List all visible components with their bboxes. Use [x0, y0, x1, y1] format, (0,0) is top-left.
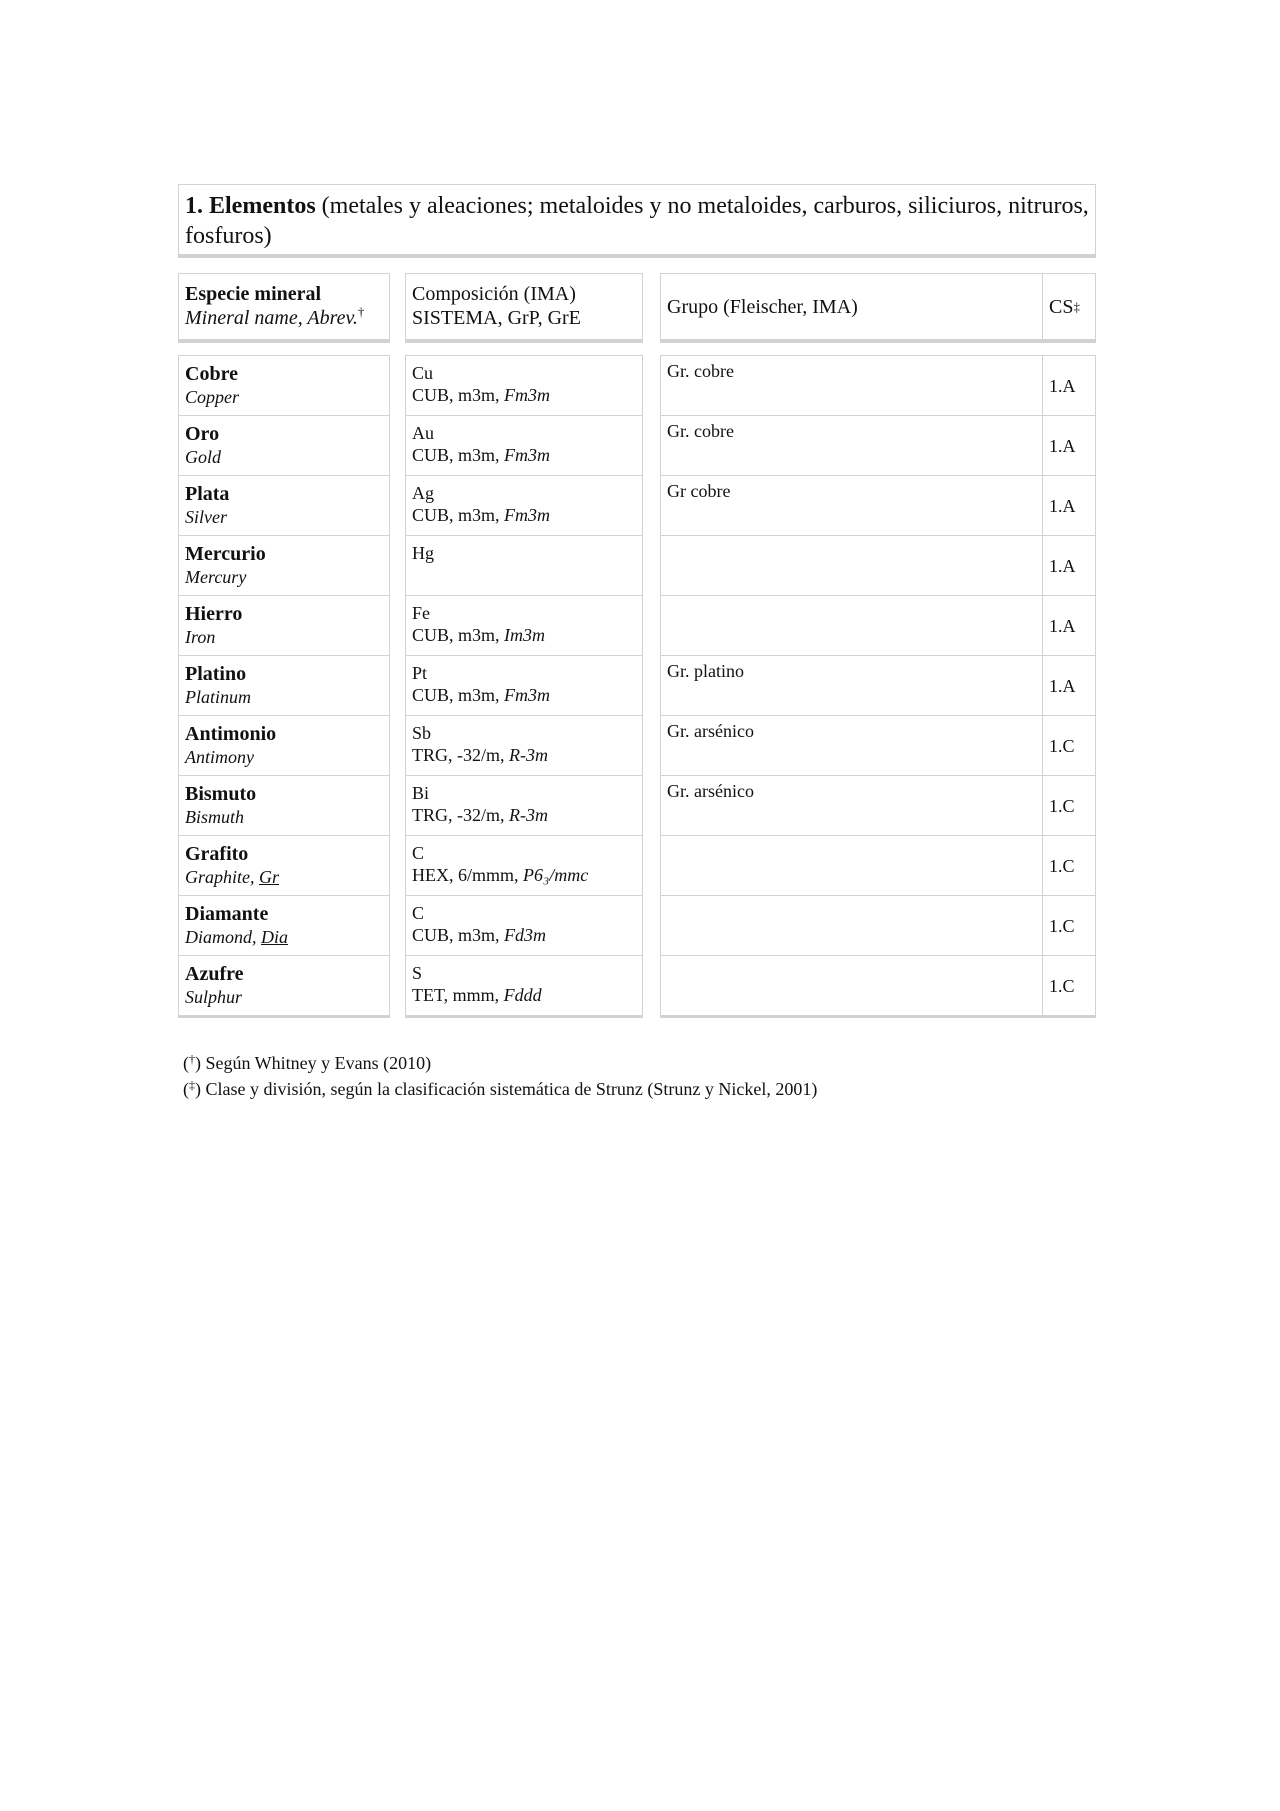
mineral-name-cell: [178, 415, 390, 476]
table-row: [0, 775, 1280, 835]
header-col2-line2: SISTEMA, GrP, GrE: [412, 307, 581, 329]
mineral-group: Gr. cobre: [667, 421, 734, 441]
chemical-formula: Sb: [412, 723, 432, 743]
cs-cell: [1042, 895, 1096, 956]
mineral-name: Azufre: [185, 963, 244, 985]
system-text: TRG, -32/m,: [412, 805, 509, 825]
mineral-name-cell: [178, 655, 390, 716]
footnote-1-mark: †: [189, 1052, 195, 1066]
table-row: [0, 895, 1280, 955]
section-subtitle: (metales y aleaciones; metaloides y no metaloides, carburos, siliciuros, nitruros, fosfuros): [185, 193, 1089, 249]
footnote-2: [183, 1076, 817, 1102]
mineral-name: Antimonio: [185, 723, 277, 745]
section-title: [178, 184, 1096, 258]
strunz-class: 1.A: [1049, 556, 1076, 576]
composition-cell: [405, 715, 643, 776]
strunz-class: 1.C: [1049, 916, 1075, 936]
strunz-class: 1.C: [1049, 736, 1075, 756]
chemical-formula: Hg: [412, 543, 434, 563]
space-group: Fd3m: [504, 925, 547, 945]
chemical-formula: Fe: [412, 603, 430, 623]
mineral-name: Bismuto: [185, 783, 257, 805]
system-text: CUB, m3m,: [412, 505, 505, 525]
chemical-formula: C: [412, 903, 425, 923]
composition-cell: [405, 535, 643, 596]
mineral-english-name: [185, 506, 383, 528]
footnotes: [183, 1050, 817, 1102]
table-row: [0, 415, 1280, 475]
mineral-english-name: [185, 866, 383, 888]
table-row: [0, 955, 1280, 1015]
header-col1-line2: Mineral name, Abrev.: [185, 307, 358, 329]
cs-cell: [1042, 355, 1096, 416]
mineral-name: Grafito: [185, 843, 249, 865]
footnote-1: [183, 1050, 817, 1076]
header-col1-line1: Especie mineral: [185, 283, 322, 305]
table-row: [0, 595, 1280, 655]
cs-cell: [1042, 595, 1096, 656]
composition-cell: [405, 655, 643, 716]
crystal-system: [412, 444, 636, 466]
system-text: CUB, m3m,: [412, 445, 505, 465]
english-text: Graphite,: [185, 867, 259, 887]
strunz-class: 1.A: [1049, 376, 1076, 396]
chemical-formula: Cu: [412, 363, 434, 383]
header-col2-line1: Composición (IMA): [412, 283, 576, 305]
mineral-english-name: [185, 626, 383, 648]
cs-cell: [1042, 415, 1096, 476]
english-text: Iron: [185, 627, 216, 647]
english-text: Diamond,: [185, 927, 261, 947]
mineral-english-name: [185, 806, 383, 828]
mineral-name: Hierro: [185, 603, 243, 625]
mineral-english-name: [185, 926, 383, 948]
footnote-2-open: (: [183, 1079, 189, 1099]
strunz-class: 1.A: [1049, 436, 1076, 456]
mineral-group: Gr. platino: [667, 661, 744, 681]
strunz-class: 1.C: [1049, 976, 1075, 996]
crystal-system: [412, 984, 636, 1006]
space-group: Fddd: [503, 985, 542, 1005]
strunz-class: 1.A: [1049, 496, 1076, 516]
english-text: Platinum: [185, 687, 251, 707]
mineral-name-cell: [178, 595, 390, 656]
chemical-formula: Bi: [412, 783, 430, 803]
group-cell: [660, 595, 1043, 656]
footnote-1-open: (: [183, 1053, 189, 1073]
composition-cell: [405, 835, 643, 896]
mineral-name-cell: [178, 355, 390, 416]
composition-cell: [405, 955, 643, 1018]
english-text: Mercury: [185, 567, 247, 587]
mineral-name: Cobre: [185, 363, 238, 385]
crystal-system: [412, 744, 636, 766]
mineral-group: Gr cobre: [667, 481, 731, 501]
english-text: Sulphur: [185, 987, 243, 1007]
chemical-formula: Ag: [412, 483, 434, 503]
mineral-group: Gr. cobre: [667, 361, 734, 381]
table-row: [0, 715, 1280, 775]
cs-cell: [1042, 475, 1096, 536]
mineral-name-cell: [178, 955, 390, 1018]
crystal-system: [412, 624, 636, 646]
mineral-group: Gr. arsénico: [667, 781, 754, 801]
header-mineral-name: [178, 273, 390, 343]
table-row: [0, 535, 1280, 595]
composition-cell: [405, 355, 643, 416]
composition-cell: [405, 595, 643, 656]
cs-cell: [1042, 715, 1096, 776]
system-text: TRG, -32/m,: [412, 745, 509, 765]
mineral-name-cell: [178, 895, 390, 956]
crystal-system: [412, 864, 636, 886]
crystal-system: [412, 804, 636, 826]
crystal-system: [412, 384, 636, 406]
mineral-name: Mercurio: [185, 543, 266, 565]
space-group: R-3m: [509, 745, 548, 765]
chemical-formula: C: [412, 843, 425, 863]
header-composition: [405, 273, 643, 343]
mineral-name-cell: [178, 835, 390, 896]
english-text: Silver: [185, 507, 227, 527]
mineral-name: Oro: [185, 423, 220, 445]
space-group: Im3m: [504, 625, 546, 645]
chemical-formula: S: [412, 963, 423, 983]
mineral-english-name: [185, 386, 383, 408]
footnote-1-text: ) Según Whitney y Evans (2010): [195, 1053, 432, 1073]
mineral-english-name: [185, 986, 383, 1008]
mineral-abbreviation: Gr: [259, 867, 280, 887]
group-cell: [660, 355, 1043, 416]
section-number-title: 1. Elementos: [185, 193, 316, 219]
english-text: Gold: [185, 447, 221, 467]
chemical-formula: Au: [412, 423, 434, 443]
cs-cell: [1042, 835, 1096, 896]
space-group: Fm3m: [504, 445, 551, 465]
mineral-english-name: [185, 746, 383, 768]
mineral-name-cell: [178, 775, 390, 836]
strunz-class: 1.C: [1049, 856, 1075, 876]
space-group: Fm3m: [504, 385, 551, 405]
table-row: [0, 835, 1280, 895]
space-group: Fm3m: [504, 505, 551, 525]
composition-cell: [405, 775, 643, 836]
mineral-english-name: [185, 686, 383, 708]
header-cs: CS ‡: [1042, 273, 1096, 343]
footnote-2-text: ) Clase y división, según la clasificación sistemática de Strunz (Strunz y Nickel, 2001): [195, 1079, 818, 1099]
group-cell: [660, 415, 1043, 476]
group-cell: [660, 715, 1043, 776]
system-text: CUB, m3m,: [412, 625, 505, 645]
cs-cell: [1042, 775, 1096, 836]
composition-cell: [405, 475, 643, 536]
table-row: [0, 655, 1280, 715]
strunz-class: 1.C: [1049, 796, 1075, 816]
crystal-system: [412, 924, 636, 946]
mineral-english-name: [185, 446, 383, 468]
cs-cell: [1042, 955, 1096, 1018]
mineral-abbreviation: Dia: [261, 927, 288, 947]
group-cell: [660, 475, 1043, 536]
strunz-class: 1.A: [1049, 676, 1076, 696]
system-text: TET, mmm,: [412, 985, 504, 1005]
footnote-2-mark: ‡: [189, 1078, 195, 1092]
header-col4: CS: [1049, 295, 1074, 318]
mineral-english-name: [185, 566, 383, 588]
english-text: Bismuth: [185, 807, 245, 827]
group-cell: [660, 835, 1043, 896]
system-text: CUB, m3m,: [412, 385, 505, 405]
strunz-class: 1.A: [1049, 616, 1076, 636]
space-group: Fm3m: [504, 685, 551, 705]
crystal-system: [412, 684, 636, 706]
english-text: Copper: [185, 387, 239, 407]
composition-cell: [405, 895, 643, 956]
table-row: [0, 475, 1280, 535]
mineral-group: Gr. arsénico: [667, 721, 754, 741]
header-col3: Grupo (Fleischer, IMA): [667, 295, 858, 318]
system-text: HEX, 6/mmm,: [412, 865, 523, 885]
space-group: R-3m: [509, 805, 548, 825]
header-group: [660, 273, 1043, 343]
crystal-system: [412, 504, 636, 526]
mineral-name: Diamante: [185, 903, 269, 925]
mineral-name-cell: [178, 475, 390, 536]
group-cell: [660, 895, 1043, 956]
mineral-name: Platino: [185, 663, 247, 685]
system-text: CUB, m3m,: [412, 685, 505, 705]
dagger-mark: †: [357, 304, 365, 319]
cs-cell: [1042, 535, 1096, 596]
system-text: CUB, m3m,: [412, 925, 505, 945]
group-cell: [660, 655, 1043, 716]
cs-cell: [1042, 655, 1096, 716]
group-cell: [660, 955, 1043, 1018]
english-text: Antimony: [185, 747, 254, 767]
mineral-name: Plata: [185, 483, 230, 505]
table-row: [0, 355, 1280, 415]
composition-cell: [405, 415, 643, 476]
space-group: P6₃/mmc: [523, 865, 589, 885]
mineral-name-cell: [178, 535, 390, 596]
group-cell: [660, 775, 1043, 836]
mineral-name-cell: [178, 715, 390, 776]
chemical-formula: Pt: [412, 663, 428, 683]
group-cell: [660, 535, 1043, 596]
